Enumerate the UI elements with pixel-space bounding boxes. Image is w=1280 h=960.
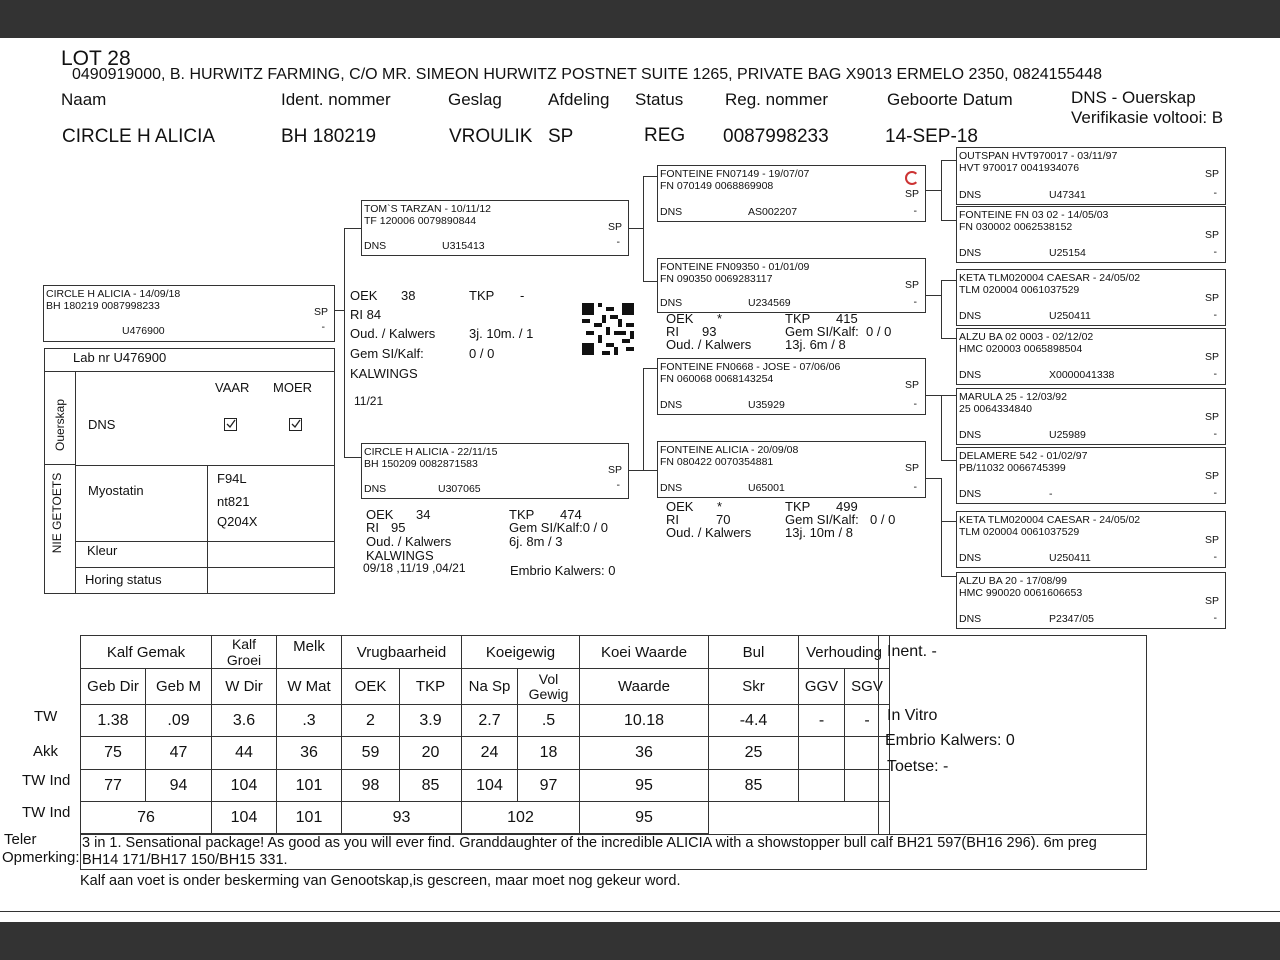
group-vrugbaarheid: Vrugbaarheid xyxy=(342,636,462,669)
twind2-w-mat: 101 xyxy=(277,802,342,834)
twind2-w-dir: 104 xyxy=(212,802,277,834)
sire-oud-value: 3j. 10m. / 1 xyxy=(469,326,534,341)
group-kalf-gemak: Kalf Gemak xyxy=(81,636,212,669)
pedigree-gg-2: FONTEINE FN 03 02 - 14/05/03 FN 030002 0062538152 SP - DNS U25154 xyxy=(956,206,1226,263)
header-naam: Naam xyxy=(61,90,107,109)
twind2-vrugbaarheid: 93 xyxy=(342,802,462,834)
akk-ggv xyxy=(799,737,845,770)
dam-kalwings-value: 09/18 ,11/19 ,04/21 xyxy=(363,561,466,575)
header-reg: Reg. nommer xyxy=(725,90,828,109)
sire-kalwings: KALWINGS xyxy=(350,366,418,381)
animal-status: REG xyxy=(644,125,686,146)
row-label-twind-2: TW Ind xyxy=(22,804,71,821)
sub-w-mat: W Mat xyxy=(277,669,342,705)
sire-kalwings-value: 11/21 xyxy=(354,394,384,408)
pedigree-dam-sire: FONTEINE FN0668 - JOSE - 07/06/06 FN 060068 0068143254 SP - DNS U35929 xyxy=(657,358,926,415)
animal-geslag: VROULIK xyxy=(449,126,533,147)
group-bul: Bul xyxy=(709,636,799,669)
akk-tkp: 20 xyxy=(400,737,462,770)
myostatin-value-3: Q204X xyxy=(217,514,258,529)
nie-getoets-vertical: NIE GETOETS xyxy=(50,472,64,554)
footer-note: Kalf aan voet is onder beskerming van Genootskap,is gescreen, maar moet nog gekeur word. xyxy=(80,873,681,889)
sire-gem-value: 0 / 0 xyxy=(469,346,495,361)
animal-reg: 0087998233 xyxy=(723,126,829,147)
dd-ri-value: 70 xyxy=(716,512,731,527)
sub-sgv: SGV xyxy=(845,669,890,705)
dam-tkp-label: TKP xyxy=(509,507,535,522)
header-ident: Ident. nommer xyxy=(281,90,391,109)
group-koei-waarde: Koei Waarde xyxy=(580,636,709,669)
row-label-twind: TW Ind xyxy=(22,772,71,789)
tw-oek: 2 xyxy=(342,705,400,737)
ss-oek-label: OEK xyxy=(666,311,694,326)
pedigree-sire-sire: FONTEINE FN07149 - 19/07/07 FN 070149 0068869908 SP - DNS AS002207 xyxy=(657,165,926,222)
dns-label: DNS xyxy=(88,417,116,432)
dd-tkp-value: 499 xyxy=(836,499,858,514)
ouerskap-vertical: Ouerskap xyxy=(53,398,67,452)
lot-number: LOT 28 xyxy=(61,47,131,70)
pedigree-gg-4: ALZU BA 02 0003 - 02/12/02 HMC 020003 0065898504 SP - DNS X0000041338 xyxy=(956,328,1226,385)
dd-gem-value: 0 / 0 xyxy=(870,512,896,527)
twind-tkp: 85 xyxy=(400,770,462,802)
sire-tkp-label: TKP xyxy=(469,288,495,303)
remark-text: 3 in 1. Sensational package! As good as you will ever find. Granddaughter of the incredible ALICIA with a showstopper bull calf BH21 597(BH16 296). 6m preg BH14 171/BH17 150/BH15 331. xyxy=(82,835,1097,868)
header-geslag: Geslag xyxy=(448,90,502,109)
akk-geb-m: 47 xyxy=(146,737,212,770)
pedigree-gg-8: ALZU BA 20 - 17/08/99 HMC 990020 0061606653 SP - DNS P2347/05 xyxy=(956,572,1226,629)
sire-oek-value: 38 xyxy=(401,288,416,303)
sub-vol-gewig: Vol Gewig xyxy=(518,669,580,705)
pedigree-dam-dam: FONTEINE ALICIA - 20/09/08 FN 080422 0070354881 SP - DNS U65001 xyxy=(657,441,926,498)
ss-ri-value: 93 xyxy=(702,324,717,339)
ss-tkp-value: 415 xyxy=(836,311,858,326)
sire-oud-label: Oud. / Kalwers xyxy=(350,326,436,341)
ss-tkp-label: TKP xyxy=(785,311,811,326)
sub-oek: OEK xyxy=(342,669,400,705)
dam-kalwings: KALWINGS xyxy=(366,548,434,563)
dam-oek-value: 34 xyxy=(416,507,431,522)
verifikasie: Verifikasie voltooi: B xyxy=(1071,108,1224,127)
dam-ri-value: 95 xyxy=(391,520,406,535)
sire-tkp-value: - xyxy=(520,288,525,303)
animal-geboorte: 14-SEP-18 xyxy=(885,126,978,147)
dam-oek-label: OEK xyxy=(366,507,394,522)
akk-geb-dir: 75 xyxy=(81,737,146,770)
sub-waarde: Waarde xyxy=(580,669,709,705)
dam-ri-label: RI xyxy=(366,520,379,535)
sire-gem-label: Gem SI/Kalf: xyxy=(350,346,424,361)
twind2-koeigewig: 102 xyxy=(462,802,580,834)
pedigree-gg-6: DELAMERE 542 - 01/02/97 PB/11032 0066745399 SP - DNS - xyxy=(956,447,1226,504)
group-melk: Melk xyxy=(277,636,342,669)
twind-geb-dir: 77 xyxy=(81,770,146,802)
sire-oek-label: OEK xyxy=(350,288,378,303)
dd-oek-value: * xyxy=(717,499,723,514)
ss-gem-label: Gem SI/Kalf: xyxy=(785,324,859,339)
group-verhouding: Verhouding xyxy=(799,636,890,669)
group-koeigewig: Koeigewig xyxy=(462,636,580,669)
inent: Inent. - xyxy=(887,643,937,660)
ss-oud-label: Oud. / Kalwers xyxy=(666,337,752,352)
pedigree-gg-3: KETA TLM020004 CAESAR - 24/05/02 TLM 020004 0061037529 SP - DNS U250411 xyxy=(956,269,1226,326)
top-bar xyxy=(0,0,1280,38)
animal-afdeling: SP xyxy=(548,126,574,147)
pedigree-gg-1: OUTSPAN HVT970017 - 03/11/97 HVT 970017 0041934076 SP - DNS U47341 xyxy=(956,147,1226,205)
twind2-empty xyxy=(709,802,890,834)
sire-ri: RI 84 xyxy=(350,307,382,322)
dam-tkp-value: 474 xyxy=(560,507,582,522)
myostatin-label: Myostatin xyxy=(88,483,144,498)
tw-ggv: - xyxy=(799,705,845,737)
embrio-kalwers: Embrio Kalwers: 0 xyxy=(885,732,1015,749)
dd-oek-label: OEK xyxy=(666,499,694,514)
qr-code-icon xyxy=(582,303,634,355)
tw-skr: -4.4 xyxy=(709,705,799,737)
sub-skr: Skr xyxy=(709,669,799,705)
twind-oek: 98 xyxy=(342,770,400,802)
dd-tkp-label: TKP xyxy=(785,499,811,514)
tw-na-sp: 2.7 xyxy=(462,705,518,737)
ss-oud-value: 13j. 6m / 8 xyxy=(785,337,846,352)
moer-checkbox-icon xyxy=(289,418,302,431)
tw-w-mat: .3 xyxy=(277,705,342,737)
animal-naam: CIRCLE H ALICIA xyxy=(62,126,216,147)
logo-icon xyxy=(905,171,919,185)
ss-oek-value: * xyxy=(717,311,723,326)
row-label-akk: Akk xyxy=(33,743,59,760)
kleur-label: Kleur xyxy=(87,543,118,558)
akk-w-dir: 44 xyxy=(212,737,277,770)
pedigree-gg-5: MARULA 25 - 12/03/92 25 0064334840 SP - DNS U25989 xyxy=(956,388,1226,445)
dd-oud-value: 13j. 10m / 8 xyxy=(785,525,853,540)
lab-nr: Lab nr U476900 xyxy=(73,350,167,365)
dd-ri-label: RI xyxy=(666,512,679,527)
dam-gem: Gem SI/Kalf:0 / 0 xyxy=(509,520,608,535)
twind2-waarde: 95 xyxy=(580,802,709,834)
seller-line: 0490919000, B. HURWITZ FARMING, C/O MR. SIMEON HURWITZ POSTNET SUITE 1265, PRIVATE BAG X9013 ERMELO 2350, 0824155448 xyxy=(72,66,1102,83)
twind-ggv xyxy=(799,770,845,802)
bottom-rule xyxy=(0,911,1280,912)
akk-oek: 59 xyxy=(342,737,400,770)
dns-ouerskap-title: DNS - Ouerskap xyxy=(1071,88,1196,107)
ss-gem-value: 0 / 0 xyxy=(866,324,892,339)
akk-waarde: 36 xyxy=(580,737,709,770)
akk-vol-gewig: 18 xyxy=(518,737,580,770)
animal-ident: BH 180219 xyxy=(281,126,377,147)
akk-w-mat: 36 xyxy=(277,737,342,770)
sub-tkp: TKP xyxy=(400,669,462,705)
twind-vol-gewig: 97 xyxy=(518,770,580,802)
sub-geb-dir: Geb Dir xyxy=(81,669,146,705)
tw-geb-m: .09 xyxy=(146,705,212,737)
sub-w-dir: W Dir xyxy=(212,669,277,705)
header-status: Status xyxy=(635,90,684,109)
pedigree-gg-7: KETA TLM020004 CAESAR - 24/05/02 TLM 020004 0061037529 SP - DNS U250411 xyxy=(956,511,1226,568)
bottom-bar xyxy=(0,922,1280,960)
sub-ggv: GGV xyxy=(799,669,845,705)
pedigree-sire: TOM`S TARZAN - 10/11/12 TF 120006 0079890844 SP - DNS U315413 xyxy=(361,200,629,256)
opmerking-label: Opmerking: xyxy=(2,849,80,866)
tw-vol-gewig: .5 xyxy=(518,705,580,737)
row-label-tw: TW xyxy=(34,708,58,725)
pedigree-sire-dam: FONTEINE FN09350 - 01/01/09 FN 090350 0069283117 SP - DNS U234569 xyxy=(657,258,926,313)
horing-label: Horing status xyxy=(85,572,162,587)
twind-geb-m: 94 xyxy=(146,770,212,802)
tw-waarde: 10.18 xyxy=(580,705,709,737)
tw-w-dir: 3.6 xyxy=(212,705,277,737)
vaar-checkbox-icon xyxy=(224,418,237,431)
twind-waarde: 95 xyxy=(580,770,709,802)
myostatin-value-2: nt821 xyxy=(217,494,250,509)
sub-na-sp: Na Sp xyxy=(462,669,518,705)
breeding-values-table xyxy=(80,635,890,834)
pedigree-dam: CIRCLE H ALICIA - 22/11/15 BH 150209 0082871583 SP - DNS U307065 xyxy=(361,443,629,499)
toetse: Toetse: - xyxy=(887,758,949,775)
ss-ri-label: RI xyxy=(666,324,679,339)
dam-embrio: Embrio Kalwers: 0 xyxy=(510,563,616,578)
dam-oud-value: 6j. 8m / 3 xyxy=(509,534,563,549)
tw-tkp: 3.9 xyxy=(400,705,462,737)
header-afdeling: Afdeling xyxy=(548,90,610,109)
akk-skr: 25 xyxy=(709,737,799,770)
twind-w-dir: 104 xyxy=(212,770,277,802)
dd-oud-label: Oud. / Kalwers xyxy=(666,525,752,540)
twind-na-sp: 104 xyxy=(462,770,518,802)
group-kalf-groei: Kalf Groei xyxy=(212,636,277,669)
sub-geb-m: Geb M xyxy=(146,669,212,705)
twind-skr: 85 xyxy=(709,770,799,802)
tw-sgv: - xyxy=(845,705,890,737)
dam-oud-label: Oud. / Kalwers xyxy=(366,534,452,549)
dd-gem-label: Gem SI/Kalf: xyxy=(785,512,859,527)
twind2-kalf-gemak: 76 xyxy=(81,802,212,834)
vaar-label: VAAR xyxy=(215,380,250,395)
header-geboorte: Geboorte Datum xyxy=(887,90,1013,109)
subject-box: CIRCLE H ALICIA - 14/09/18 BH 180219 0087998233 SP - U476900 xyxy=(43,285,335,342)
teler-label: Teler xyxy=(4,831,37,848)
in-vitro: In Vitro xyxy=(887,707,938,724)
akk-na-sp: 24 xyxy=(462,737,518,770)
twind-w-mat: 101 xyxy=(277,770,342,802)
tw-geb-dir: 1.38 xyxy=(81,705,146,737)
moer-label: MOER xyxy=(273,380,312,395)
myostatin-value-1: F94L xyxy=(217,471,247,486)
